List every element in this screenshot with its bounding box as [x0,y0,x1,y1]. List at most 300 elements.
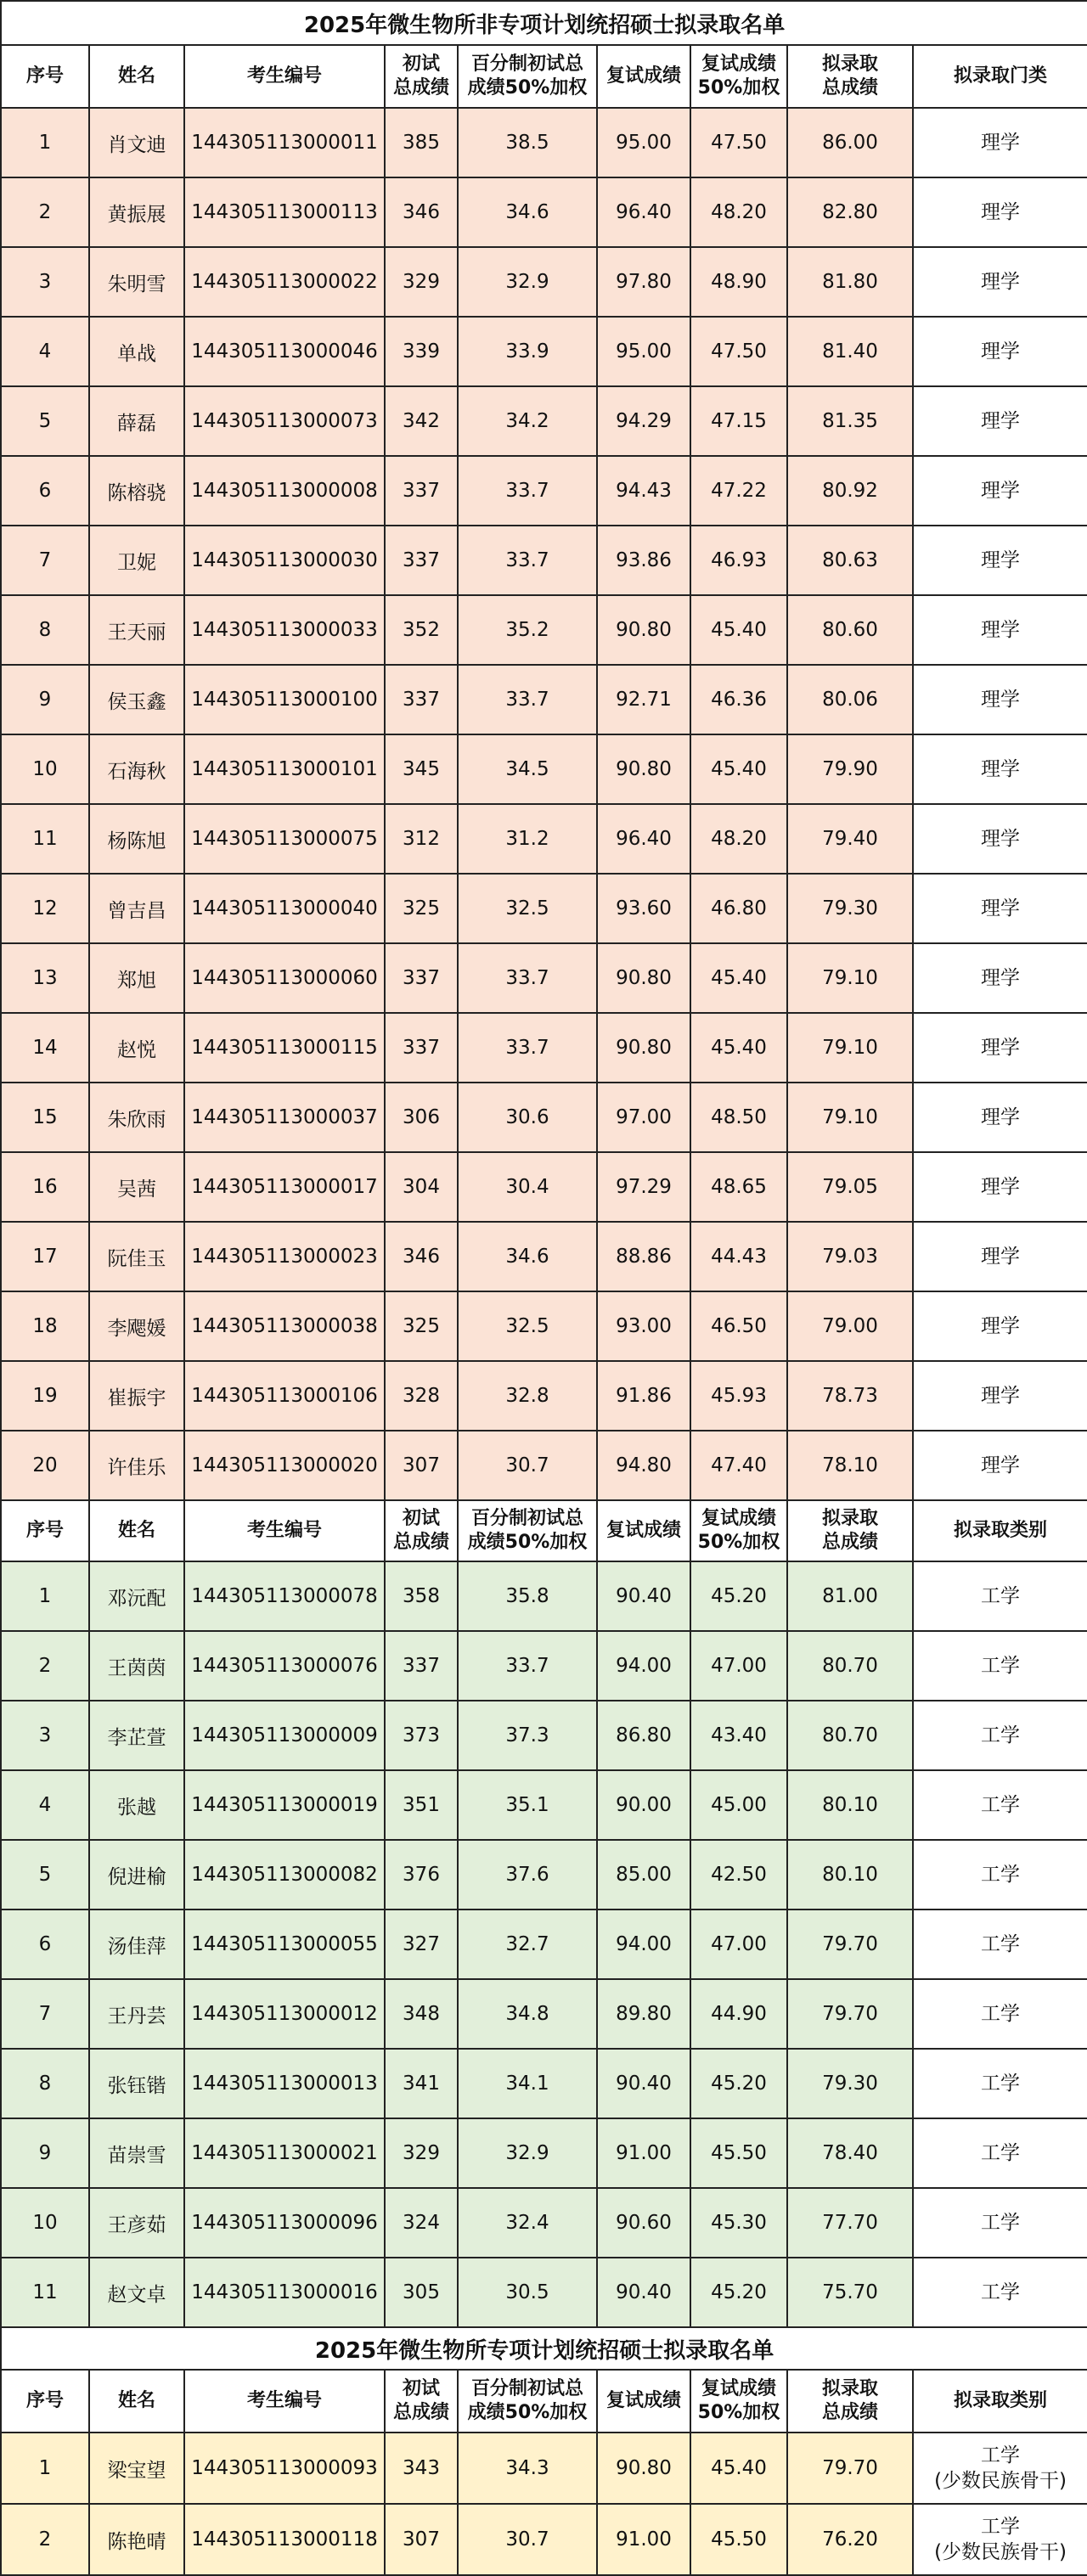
table-row [1,526,1087,595]
cell-total: 79.10 [787,1013,913,1083]
cell-category: 理学 [913,1013,1087,1083]
cell-total: 80.70 [787,1631,913,1701]
cell-name: 黄振展 [89,177,184,247]
cell-id: 144305113000046 [184,317,385,386]
cell-category: 工学 [913,1910,1087,1979]
cell-id: 144305113000021 [184,2118,385,2188]
cell-pct: 32.9 [458,2118,597,2188]
cell-total: 78.73 [787,1361,913,1431]
table-row [1,2433,1087,2504]
cell-category: 理学 [913,526,1087,595]
cell-total: 77.70 [787,2188,913,2258]
cell-pct: 34.5 [458,734,597,804]
cell-initial: 328 [385,1361,458,1431]
cell-total: 79.70 [787,1910,913,1979]
cell-no: 9 [1,2118,89,2188]
header-no: 序号 [1,45,89,108]
cell-name: 赵悦 [89,1013,184,1083]
header-initial: 初试 总成绩 [385,1500,458,1561]
cell-id: 144305113000076 [184,1631,385,1701]
cell-category: 工学 [913,1840,1087,1910]
cell-retest-weighted: 45.50 [690,2504,787,2575]
cell-pct: 33.7 [458,1013,597,1083]
cell-no: 8 [1,2049,89,2118]
cell-retest: 90.80 [597,943,690,1013]
cell-pct: 33.7 [458,943,597,1013]
cell-retest: 90.40 [597,1561,690,1631]
cell-name: 阮佳玉 [89,1222,184,1291]
cell-category: 工学 [913,1701,1087,1770]
cell-no: 20 [1,1431,89,1500]
cell-total: 81.35 [787,386,913,456]
cell-pct: 33.7 [458,456,597,526]
cell-id: 144305113000030 [184,526,385,595]
cell-pct: 34.1 [458,2049,597,2118]
cell-retest: 90.60 [597,2188,690,2258]
cell-retest-weighted: 46.50 [690,1291,787,1361]
cell-total: 79.00 [787,1291,913,1361]
cell-category: 理学 [913,1083,1087,1152]
cell-total: 82.80 [787,177,913,247]
cell-initial: 351 [385,1770,458,1840]
cell-retest: 93.86 [597,526,690,595]
cell-retest: 97.29 [597,1152,690,1222]
cell-id: 144305113000013 [184,2049,385,2118]
cell-retest: 90.80 [597,595,690,665]
cell-no: 10 [1,734,89,804]
cell-total: 79.70 [787,1979,913,2049]
cell-retest-weighted: 48.20 [690,177,787,247]
table-row [1,456,1087,526]
cell-initial: 337 [385,456,458,526]
table-row [1,1152,1087,1222]
cell-id: 144305113000100 [184,665,385,734]
cell-retest: 97.80 [597,247,690,317]
cell-total: 78.40 [787,2118,913,2188]
cell-retest-weighted: 47.50 [690,317,787,386]
cell-no: 10 [1,2188,89,2258]
header-category: 拟录取门类 [913,45,1087,108]
header-name: 姓名 [89,45,184,108]
cell-name: 曾吉昌 [89,874,184,943]
table-row [1,1013,1087,1083]
table-row [1,177,1087,247]
cell-retest-weighted: 45.40 [690,2433,787,2504]
cell-total: 79.30 [787,874,913,943]
header-id: 考生编号 [184,1500,385,1561]
cell-id: 144305113000019 [184,1770,385,1840]
cell-category: 理学 [913,247,1087,317]
cell-retest: 95.00 [597,317,690,386]
cell-total: 80.63 [787,526,913,595]
cell-name: 张钰锴 [89,2049,184,2118]
cell-total: 80.10 [787,1840,913,1910]
cell-id: 144305113000040 [184,874,385,943]
cell-retest: 91.86 [597,1361,690,1431]
cell-id: 144305113000008 [184,456,385,526]
cell-name: 薛磊 [89,386,184,456]
cell-initial: 327 [385,1910,458,1979]
cell-total: 80.60 [787,595,913,665]
cell-initial: 304 [385,1152,458,1222]
cell-initial: 337 [385,526,458,595]
cell-retest: 93.00 [597,1291,690,1361]
cell-initial: 376 [385,1840,458,1910]
header-row-general [1,45,1087,108]
cell-total: 76.20 [787,2504,913,2575]
cell-name: 王丹芸 [89,1979,184,2049]
cell-retest-weighted: 44.90 [690,1979,787,2049]
cell-total: 79.10 [787,1083,913,1152]
cell-total: 75.70 [787,2258,913,2327]
cell-id: 144305113000073 [184,386,385,456]
cell-total: 79.40 [787,804,913,874]
cell-name: 汤佳萍 [89,1910,184,1979]
cell-category: 理学 [913,1291,1087,1361]
cell-name: 苗崇雪 [89,2118,184,2188]
cell-retest-weighted: 44.43 [690,1222,787,1291]
cell-total: 80.10 [787,1770,913,1840]
cell-pct: 32.4 [458,2188,597,2258]
cell-category: 工学 [913,2049,1087,2118]
cell-no: 12 [1,874,89,943]
cell-id: 144305113000118 [184,2504,385,2575]
cell-retest-weighted: 48.50 [690,1083,787,1152]
cell-pct: 34.6 [458,177,597,247]
cell-retest-weighted: 43.40 [690,1701,787,1770]
table-row [1,595,1087,665]
cell-total: 86.00 [787,108,913,177]
table-row [1,108,1087,177]
cell-retest-weighted: 45.20 [690,2049,787,2118]
cell-retest-weighted: 45.50 [690,2118,787,2188]
cell-initial: 307 [385,2504,458,2575]
cell-category: 理学 [913,386,1087,456]
cell-no: 7 [1,1979,89,2049]
cell-retest-weighted: 45.40 [690,595,787,665]
cell-name: 张越 [89,1770,184,1840]
cell-category: 理学 [913,1431,1087,1500]
cell-category: 理学 [913,943,1087,1013]
header-total: 拟录取 总成绩 [787,1500,913,1561]
header-initial: 初试 总成绩 [385,45,458,108]
cell-no: 4 [1,317,89,386]
header-pct: 百分制初试总 成绩50%加权 [458,1500,597,1561]
header-total: 拟录取 总成绩 [787,45,913,108]
cell-pct: 33.9 [458,317,597,386]
cell-id: 144305113000082 [184,1840,385,1910]
cell-no: 6 [1,456,89,526]
table-row [1,874,1087,943]
cell-name: 朱明雪 [89,247,184,317]
cell-initial: 341 [385,2049,458,2118]
cell-no: 3 [1,1701,89,1770]
cell-retest-weighted: 48.90 [690,247,787,317]
cell-id: 144305113000060 [184,943,385,1013]
cell-name: 朱欣雨 [89,1083,184,1152]
header-retest: 复试成绩 [597,45,690,108]
header-name: 姓名 [89,2370,184,2433]
table-row [1,2049,1087,2118]
header-pct: 百分制初试总 成绩50%加权 [458,2370,597,2433]
cell-initial: 325 [385,1291,458,1361]
cell-category: 工学 [913,1561,1087,1631]
cell-id: 144305113000022 [184,247,385,317]
cell-initial: 337 [385,943,458,1013]
cell-retest: 93.60 [597,874,690,943]
table-row [1,2188,1087,2258]
cell-retest: 90.80 [597,1013,690,1083]
cell-total: 80.70 [787,1701,913,1770]
cell-no: 7 [1,526,89,595]
header-category: 拟录取类别 [913,2370,1087,2433]
cell-pct: 33.7 [458,1631,597,1701]
cell-retest: 91.00 [597,2504,690,2575]
table-row [1,1361,1087,1431]
cell-id: 144305113000093 [184,2433,385,2504]
cell-initial: 337 [385,1631,458,1701]
cell-id: 144305113000037 [184,1083,385,1152]
cell-pct: 33.7 [458,526,597,595]
cell-total: 79.03 [787,1222,913,1291]
cell-retest-weighted: 47.50 [690,108,787,177]
cell-pct: 35.8 [458,1561,597,1631]
cell-pct: 30.5 [458,2258,597,2327]
cell-total: 81.80 [787,247,913,317]
cell-pct: 37.3 [458,1701,597,1770]
cell-retest: 96.40 [597,177,690,247]
cell-name: 梁宝望 [89,2433,184,2504]
cell-category: 理学 [913,734,1087,804]
cell-pct: 32.5 [458,874,597,943]
cell-retest: 94.80 [597,1431,690,1500]
cell-retest: 90.80 [597,2433,690,2504]
cell-category: 理学 [913,108,1087,177]
cell-initial: 305 [385,2258,458,2327]
cell-pct: 34.8 [458,1979,597,2049]
header-initial: 初试 总成绩 [385,2370,458,2433]
cell-pct: 31.2 [458,804,597,874]
table-row [1,1561,1087,1631]
cell-name: 王茵茵 [89,1631,184,1701]
table-row [1,1979,1087,2049]
cell-total: 80.06 [787,665,913,734]
cell-no: 2 [1,177,89,247]
cell-name: 陈榕骁 [89,456,184,526]
cell-name: 李芷萱 [89,1701,184,1770]
cell-pct: 34.6 [458,1222,597,1291]
header-name: 姓名 [89,1500,184,1561]
cell-retest-weighted: 45.20 [690,1561,787,1631]
cell-retest-weighted: 45.00 [690,1770,787,1840]
cell-initial: 345 [385,734,458,804]
cell-no: 19 [1,1361,89,1431]
cell-initial: 346 [385,1222,458,1291]
cell-pct: 34.3 [458,2433,597,2504]
cell-no: 16 [1,1152,89,1222]
cell-name: 单战 [89,317,184,386]
cell-retest-weighted: 47.15 [690,386,787,456]
header-category: 拟录取类别 [913,1500,1087,1561]
cell-retest: 95.00 [597,108,690,177]
cell-id: 144305113000106 [184,1361,385,1431]
cell-category: 工学 (少数民族骨干) [913,2504,1087,2575]
cell-retest-weighted: 47.22 [690,456,787,526]
cell-category: 工学 [913,2118,1087,2188]
cell-total: 79.05 [787,1152,913,1222]
header-retest-weighted: 复试成绩 50%加权 [690,2370,787,2433]
cell-name: 石海秋 [89,734,184,804]
cell-initial: 343 [385,2433,458,2504]
cell-total: 80.92 [787,456,913,526]
cell-id: 144305113000020 [184,1431,385,1500]
cell-no: 15 [1,1083,89,1152]
cell-name: 李飔媛 [89,1291,184,1361]
cell-id: 144305113000101 [184,734,385,804]
cell-pct: 33.7 [458,665,597,734]
cell-id: 144305113000009 [184,1701,385,1770]
header-row [1,2370,1087,2433]
cell-pct: 32.7 [458,1910,597,1979]
cell-retest-weighted: 46.36 [690,665,787,734]
cell-pct: 32.5 [458,1291,597,1361]
table-row [1,1840,1087,1910]
cell-no: 9 [1,665,89,734]
cell-retest: 86.80 [597,1701,690,1770]
cell-retest: 94.00 [597,1910,690,1979]
cell-no: 1 [1,108,89,177]
cell-retest-weighted: 45.93 [690,1361,787,1431]
cell-initial: 352 [385,595,458,665]
cell-name: 邓沅配 [89,1561,184,1631]
cell-initial: 337 [385,665,458,734]
table-row [1,247,1087,317]
cell-category: 理学 [913,665,1087,734]
header-id: 考生编号 [184,45,385,108]
table-row [1,317,1087,386]
cell-initial: 307 [385,1431,458,1500]
cell-retest: 85.00 [597,1840,690,1910]
table-row [1,1222,1087,1291]
cell-retest-weighted: 45.20 [690,2258,787,2327]
cell-category: 理学 [913,804,1087,874]
cell-retest: 94.29 [597,386,690,456]
cell-pct: 32.8 [458,1361,597,1431]
cell-id: 144305113000012 [184,1979,385,2049]
cell-initial: 325 [385,874,458,943]
cell-retest-weighted: 45.40 [690,1013,787,1083]
header-retest-weighted: 复试成绩 50%加权 [690,45,787,108]
cell-no: 1 [1,2433,89,2504]
table-row [1,665,1087,734]
cell-no: 6 [1,1910,89,1979]
cell-pct: 30.7 [458,1431,597,1500]
cell-initial: 358 [385,1561,458,1631]
cell-retest-weighted: 45.40 [690,734,787,804]
cell-retest-weighted: 45.40 [690,943,787,1013]
cell-category: 工学 [913,1979,1087,2049]
cell-initial: 337 [385,1013,458,1083]
table-row [1,2504,1087,2575]
table-row [1,943,1087,1013]
cell-retest-weighted: 42.50 [690,1840,787,1910]
cell-retest: 89.80 [597,1979,690,2049]
cell-name: 许佳乐 [89,1431,184,1500]
cell-no: 11 [1,2258,89,2327]
cell-retest: 88.86 [597,1222,690,1291]
cell-id: 144305113000113 [184,177,385,247]
cell-total: 81.40 [787,317,913,386]
cell-initial: 306 [385,1083,458,1152]
cell-name: 陈艳晴 [89,2504,184,2575]
cell-pct: 37.6 [458,1840,597,1910]
cell-retest: 96.40 [597,804,690,874]
cell-name: 吴茜 [89,1152,184,1222]
cell-id: 144305113000033 [184,595,385,665]
cell-retest-weighted: 48.20 [690,804,787,874]
cell-initial: 373 [385,1701,458,1770]
cell-no: 1 [1,1561,89,1631]
cell-category: 工学 [913,1770,1087,1840]
cell-id: 144305113000038 [184,1291,385,1361]
cell-id: 144305113000075 [184,804,385,874]
table-row [1,2118,1087,2188]
cell-retest-weighted: 47.40 [690,1431,787,1500]
cell-retest: 97.00 [597,1083,690,1152]
cell-pct: 30.4 [458,1152,597,1222]
header-retest: 复试成绩 [597,1500,690,1561]
table-row [1,1083,1087,1152]
cell-initial: 329 [385,2118,458,2188]
cell-category: 理学 [913,177,1087,247]
cell-initial: 342 [385,386,458,456]
header-row [1,1500,1087,1561]
cell-id: 144305113000011 [184,108,385,177]
table-title-special: 2025年微生物所专项计划统招硕士拟录取名单 [1,2327,1087,2370]
cell-name: 王彦茹 [89,2188,184,2258]
cell-name: 卫妮 [89,526,184,595]
cell-total: 81.00 [787,1561,913,1631]
header-retest: 复试成绩 [597,2370,690,2433]
cell-total: 79.90 [787,734,913,804]
cell-retest: 92.71 [597,665,690,734]
cell-id: 144305113000115 [184,1013,385,1083]
cell-no: 2 [1,1631,89,1701]
cell-retest-weighted: 47.00 [690,1631,787,1701]
cell-category: 工学 [913,2188,1087,2258]
cell-no: 8 [1,595,89,665]
cell-retest: 90.80 [597,734,690,804]
cell-category: 理学 [913,1361,1087,1431]
cell-pct: 35.1 [458,1770,597,1840]
cell-retest: 94.00 [597,1631,690,1701]
cell-retest-weighted: 46.93 [690,526,787,595]
table-row [1,1631,1087,1701]
cell-category: 理学 [913,456,1087,526]
cell-name: 赵文卓 [89,2258,184,2327]
cell-category: 工学 [913,1631,1087,1701]
cell-no: 5 [1,1840,89,1910]
cell-no: 18 [1,1291,89,1361]
cell-initial: 339 [385,317,458,386]
header-total: 拟录取 总成绩 [787,2370,913,2433]
table-row [1,1291,1087,1361]
cell-retest: 90.40 [597,2258,690,2327]
cell-name: 王天丽 [89,595,184,665]
cell-retest-weighted: 48.65 [690,1152,787,1222]
cell-no: 4 [1,1770,89,1840]
header-no: 序号 [1,2370,89,2433]
